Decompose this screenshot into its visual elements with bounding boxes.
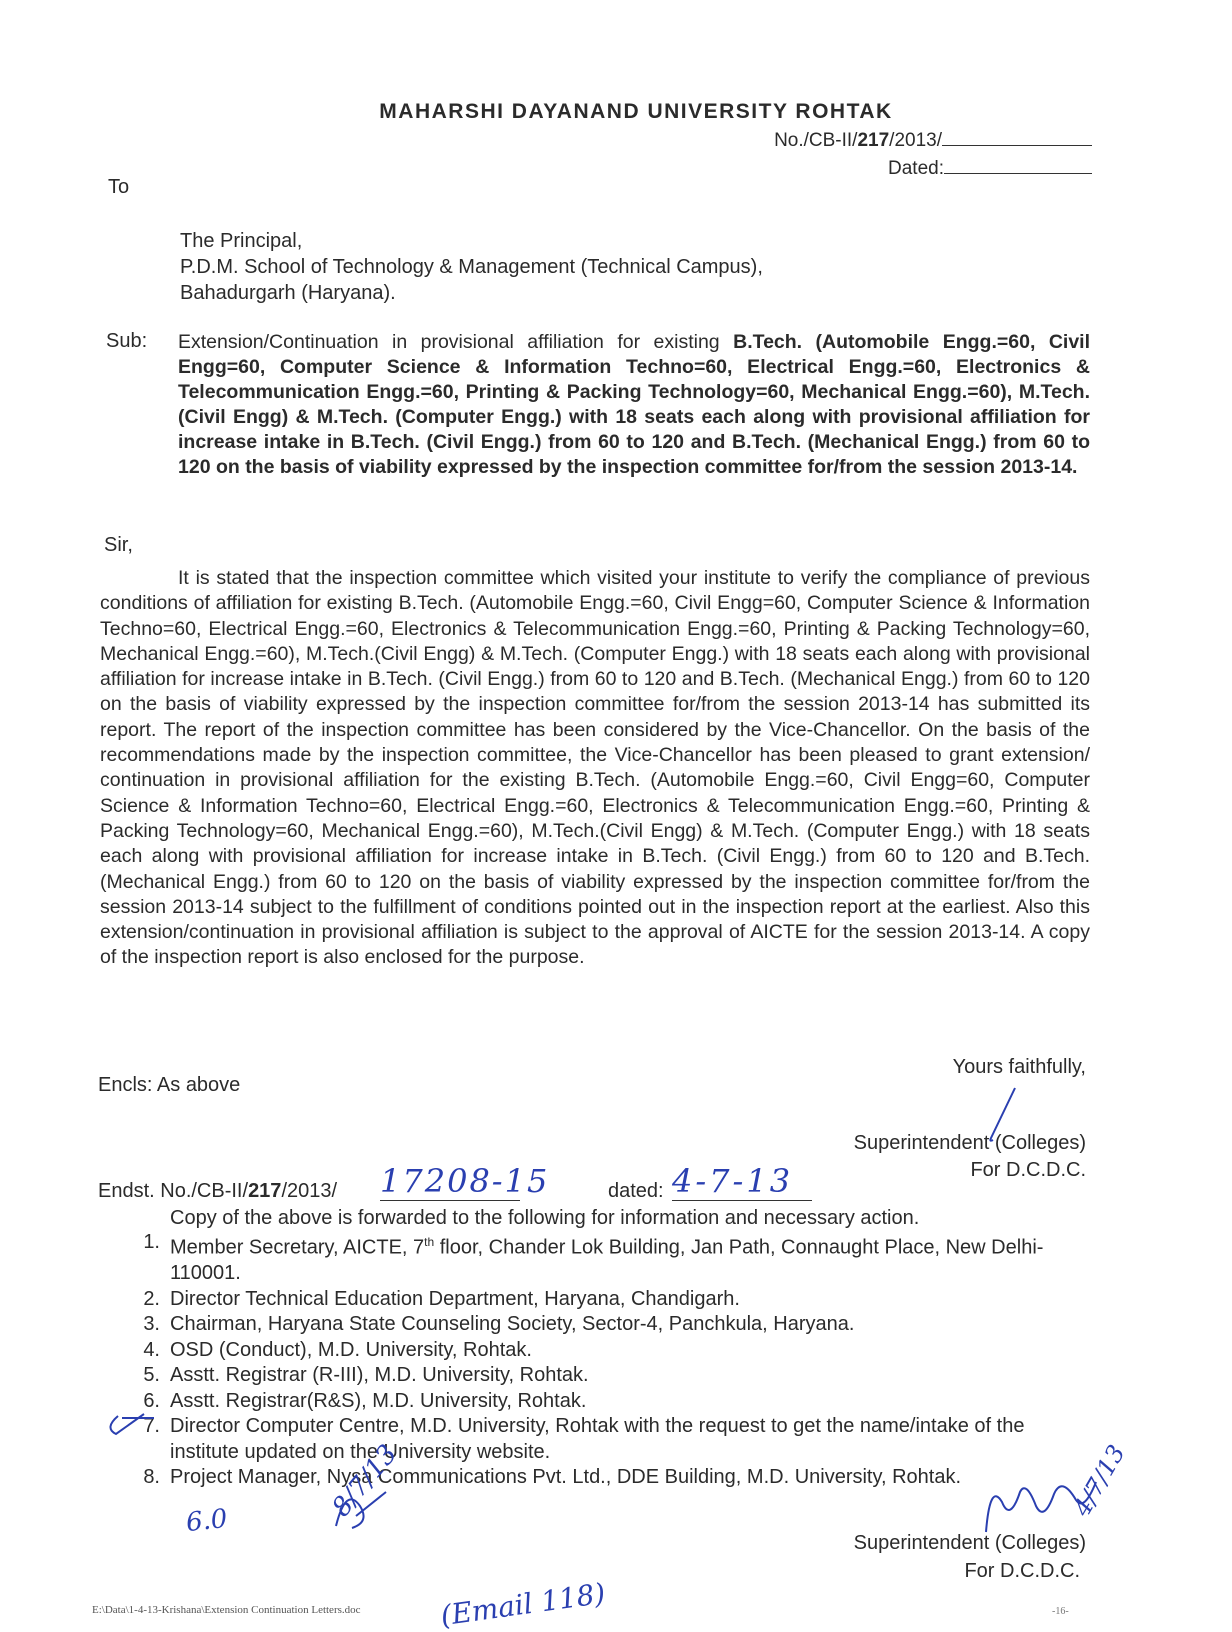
addressee-line-1: The Principal, [180, 230, 303, 252]
list-item-text: Member Secretary, AICTE, 7 [170, 1236, 425, 1259]
body-paragraph: It is stated that the inspection committee which visited your institute to verify the compliance of previous conditions of affiliation for existing B.Tech. (Automobile Engg.=60, Civil Engg=60, Computer Science & Information Techno=60, Electrical Engg.=60, Electronics & Telecommunication Engg.=60, Printing & Packing Technology=60, Mechanical Engg.=60), M.Tech.(Civil Engg) & M.Tech. (Computer Engg.) with 18 seats each along with provisional affiliation for increase intake in B.Tech. (Civil Engg.) from 60 to 120 and B.Tech. (Mechanical Engg.) from 60 to 120 on the basis of viability expressed by the inspection committee for/from the session 2013-14 has submitted its report. The report of the inspection committee has been considered by the Vice-Chancellor. On the basis of the recommendations made by the inspection committee, the Vice-Chancellor has been pleased to grant extension/ continuation in provisional affiliation for the existing B.Tech. (Automobile Engg.=60, Civil Engg=60, Computer Science & Information Techno=60, Electrical Engg.=60, Electronics & Telecommunication Engg.=60, Printing & Packing Technology=60, Mechanical Engg.=60), M.Tech.(Civil Engg) & M.Tech. (Computer Engg.) with 18 seats each along with provisional affiliation for increase intake in B.Tech. (Civil Engg.) from 60 to 120 and B.Tech. (Mechanical Engg.) from 60 to 120 on the basis of viability expressed by the inspection committee for/from the session 2013-14 subject to the fulfillment of conditions pointed out in the inspection report at the earliest. Also this extension/continuation in provisional affiliation is subject to the approval of AICTE for the session 2013-14. A copy of the inspection report is also enclosed for the purpose. [100, 567, 1090, 969]
reference-no-blank [942, 131, 1092, 146]
subject-text-prefix: Extension/Continuation in provisional affiliation for existing [178, 331, 734, 353]
endorsement-dated-label: dated: [608, 1180, 664, 1202]
subject-label: Sub: [106, 330, 148, 352]
initials-scribble-icon [326, 1486, 406, 1546]
closing-yours-faithfully: Yours faithfully, [952, 1056, 1086, 1078]
handwritten-tick-icon [104, 1410, 164, 1440]
list-item-number: 2. [143, 1287, 160, 1310]
enclosure-note: Encls: As above [98, 1074, 241, 1096]
footer-page-number: -16- [1052, 1606, 1069, 1617]
list-item [100, 1414, 1090, 1465]
handwritten-signature-date: 4/7/13 [1067, 1440, 1131, 1521]
list-item-number: 8. [143, 1466, 160, 1489]
list-item [100, 1389, 1090, 1415]
subject-text [178, 330, 1090, 480]
list-item-number: 5. [143, 1364, 160, 1387]
endorsement-handwritten-date: 4-7-13 [672, 1162, 812, 1201]
list-item-number: 6. [143, 1389, 160, 1412]
reference-dated-blank [944, 159, 1092, 174]
endorsement-handwritten-number: 17208-15 [380, 1162, 550, 1200]
closing2-designation: Superintendent (Colleges) [853, 1532, 1086, 1554]
endorsement-copy-line: Copy of the above is forwarded to the following for information and necessary action. [170, 1207, 920, 1229]
handwritten-left-note: 6.0 [184, 1503, 229, 1539]
reference-no-prefix: No./CB-II/ [774, 130, 858, 151]
list-item-text: Project Manager, Nysa Communications Pvt. Ltd., DDE Building, M.D. University, Rohtak. [170, 1466, 962, 1489]
endorsement-no-bold: 217 [248, 1180, 282, 1202]
closing-designation: Superintendent (Colleges) [853, 1132, 1086, 1154]
list-item-text: Asstt. Registrar (R-III), M.D. University, Rohtak. [170, 1364, 589, 1387]
distribution-list [100, 1230, 1090, 1491]
closing-for-line: For D.C.D.C. [970, 1159, 1086, 1181]
reference-no-suffix: /2013/ [889, 130, 942, 151]
list-item [100, 1338, 1090, 1364]
addressee-line-3: Bahadurgarh (Haryana). [180, 282, 396, 304]
footer-file-path: E:\Data\1-4-13-Krishana\Extension Continuation Letters.doc [92, 1604, 361, 1616]
list-item-text: Director Technical Education Department, Haryana, Chandigarh. [170, 1287, 740, 1310]
list-item [100, 1465, 1090, 1491]
to-label: To [108, 176, 130, 198]
list-item [100, 1287, 1090, 1313]
handwritten-initials-date: 8/7/13 [326, 1439, 404, 1523]
reference-no-bold: 217 [857, 130, 890, 151]
list-item-text: Director Computer Centre, M.D. University, Rohtak with the request to get the name/intake of the institute updated on the University website. [170, 1415, 1025, 1463]
subject-text-bold: B.Tech. (Automobile Engg.=60, Civil Engg=60, Computer Science & Information Techno=60, Electrical Engg.=60, Electronics & Telecommunication Engg.=60, Printing & Packing Technology=60, Mechanical Engg.=60), M.Tech.(Civil Engg) & M.Tech. (Computer Engg.) with 18 seats each along with provisional affiliation for increase intake in B.Tech. (Civil Engg.) from 60 to 120 and B.Tech. (Mechanical Engg.) from 60 to 120 on the basis of viability expressed by the inspection committee for/from the session 2013-14. [178, 331, 1090, 478]
endorsement-no-prefix: Endst. No./CB-II/ [98, 1180, 249, 1202]
list-item-text-rest: floor, Chander Lok Building, Jan Path, Connaught Place, New Delhi-110001. [170, 1236, 1044, 1285]
list-item-text: Chairman, Haryana State Counseling Society, Sector-4, Panchkula, Haryana. [170, 1313, 855, 1336]
list-item [100, 1312, 1090, 1338]
list-item [100, 1230, 1090, 1287]
handwritten-email-note: (Email 118) [438, 1576, 608, 1632]
reference-dated-label: Dated: [888, 158, 944, 179]
list-item-number: 1. [143, 1231, 160, 1253]
list-item-text: Asstt. Registrar(R&S), M.D. University, Rohtak. [170, 1389, 587, 1412]
list-item [100, 1363, 1090, 1389]
list-item-number: 7. [143, 1415, 160, 1438]
list-item-superscript: th [424, 1235, 435, 1249]
endorsement-number [98, 1180, 337, 1203]
list-item-number: 3. [143, 1313, 160, 1336]
endorsement-no-suffix: /2013/ [281, 1180, 338, 1202]
salutation: Sir, [104, 534, 133, 556]
closing2-for-line: For D.C.D.C. [964, 1560, 1080, 1582]
addressee-line-2: P.D.M. School of Technology & Management (Technical Campus), [180, 256, 763, 278]
reference-number [774, 130, 1092, 152]
reference-dated [768, 158, 1092, 180]
letterhead-university: MAHARSHI DAYANAND UNIVERSITY ROHTAK [379, 100, 893, 123]
list-item-text: OSD (Conduct), M.D. University, Rohtak. [170, 1338, 532, 1361]
list-item-number: 4. [143, 1338, 160, 1361]
